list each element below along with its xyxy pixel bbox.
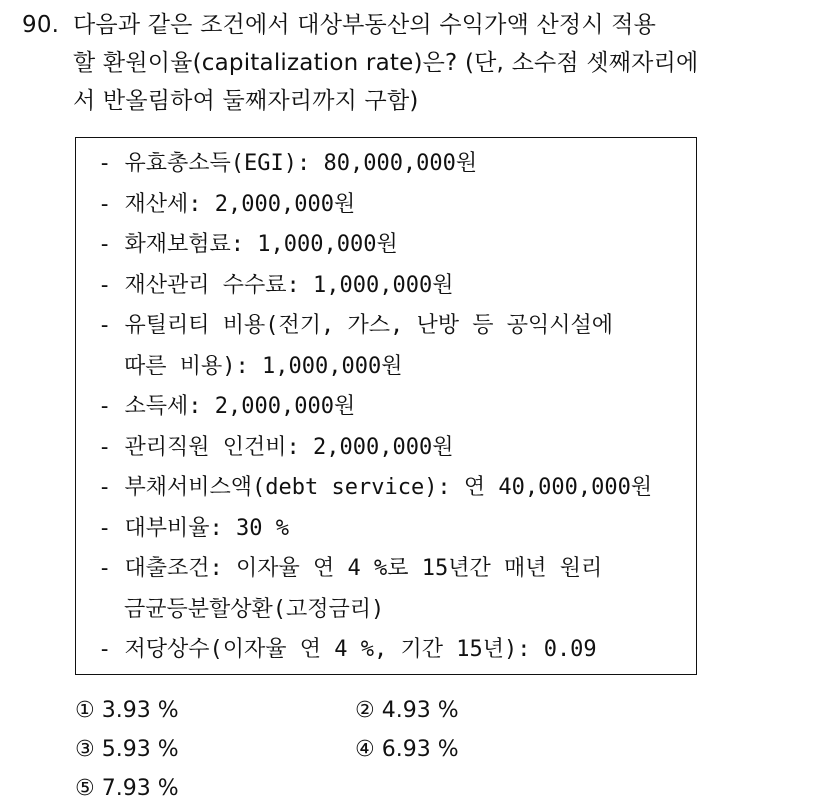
condition-loan-terms-cont: 금균등분할상환(고정금리) [124, 596, 385, 622]
condition-fire-insurance: - 화재보험료: 1,000,000원 [98, 232, 398, 257]
condition-property-tax: - 재산세: 2,000,000원 [98, 191, 356, 217]
condition-utility-cost: - 유틸리티 비용(전기, 가스, 난방 등 공익시설에 [98, 313, 613, 338]
option-5[interactable]: ⑤ 7.93 % [75, 776, 179, 801]
question-stem [22, 6, 812, 120]
condition-ltv: - 대부비율: 30 % [98, 515, 289, 541]
question-line-3: 서 반올림하여 둘째자리까지 구함) [73, 88, 419, 114]
question-text-1: 다음과 같은 조건에서 대상부동산의 수익가액 산정시 적용 [73, 12, 657, 38]
question-number: 90. [22, 12, 60, 38]
answer-options [75, 691, 775, 808]
question-line-2: 할 환원이율(capitalization rate)은? (단, 소수점 셋째자리에 [73, 50, 699, 76]
condition-utility-cost-cont: 따른 비용): 1,000,000원 [124, 353, 403, 379]
option-1[interactable]: ① 3.93 % [75, 698, 179, 723]
question-line-1 [22, 6, 812, 44]
option-3[interactable]: ③ 5.93 % [75, 737, 179, 762]
condition-income-tax: - 소득세: 2,000,000원 [98, 394, 356, 419]
condition-staff-cost: - 관리직원 인건비: 2,000,000원 [98, 434, 454, 460]
condition-mortgage-constant: - 저당상수(이자율 연 4 %, 기간 15년): 0.09 [98, 637, 597, 662]
option-2[interactable]: ② 4.93 % [355, 698, 459, 723]
condition-egi: - 유효총소득(EGI): 80,000,000원 [98, 151, 478, 176]
condition-box [75, 137, 697, 675]
options-row-2 [75, 730, 775, 769]
option-4[interactable]: ④ 6.93 % [355, 737, 459, 762]
condition-debt-service: - 부채서비스액(debt service): 연 40,000,000원 [98, 475, 653, 500]
options-row-3 [75, 769, 775, 808]
options-row-1 [75, 691, 775, 730]
condition-management-fee: - 재산관리 수수료: 1,000,000원 [98, 272, 454, 298]
condition-loan-terms: - 대출조건: 이자율 연 4 %로 15년간 매년 원리 [98, 556, 603, 581]
